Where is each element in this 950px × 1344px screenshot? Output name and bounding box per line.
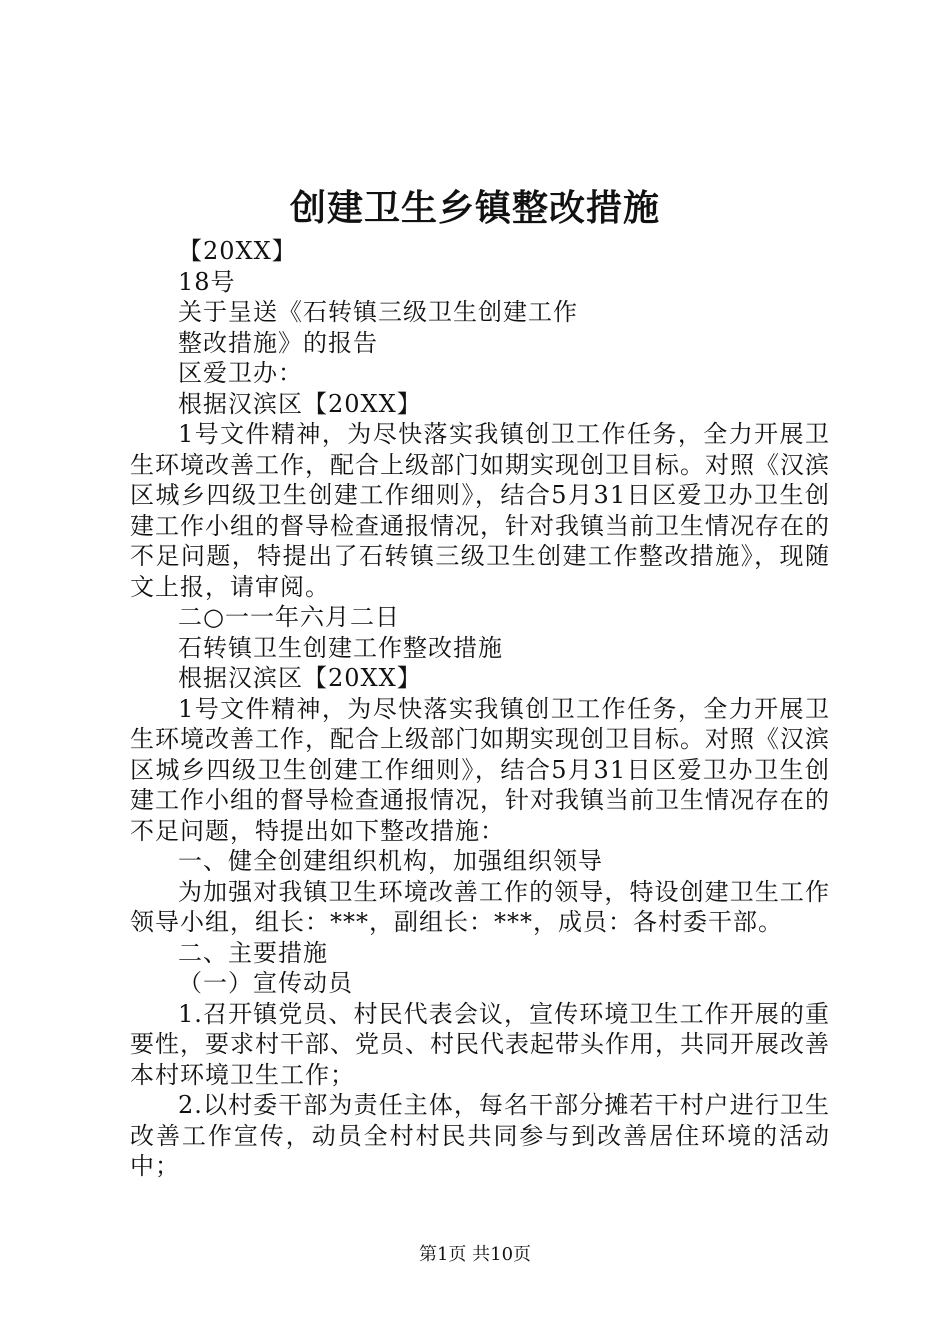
document-body [130, 236, 830, 1182]
paragraph-body-2: 1号文件精神，为尽快落实我镇创卫工作任务，全力开展卫生环境改善工作，配合上级部门如期实现创卫目标。对照《汉滨区城乡四级卫生创建工作细则》，结合5月31日区爱卫办卫生创建工作小组的督导检查通报情况，针对我镇当前卫生情况存在的不足问题，特提出如下整改措施： [130, 694, 830, 845]
paragraph-recipient: 区爱卫办： [178, 359, 303, 387]
paragraph-doc-number-suffix: 18号 [178, 267, 236, 296]
paragraph-leadership: 为加强对我镇卫生环境改善工作的领导，特设创建卫生工作领导小组，组长：***，副组长：***，成员：各村委干部。 [130, 877, 830, 936]
page-number-footer: 第1页 共10页 [418, 1244, 532, 1265]
paragraph-measure-2: 2.以村委干部为责任主体，每名干部分摊若干村户进行卫生改善工作宣传，动员全村村民共同参与到改善居住环境的活动中； [130, 1091, 830, 1180]
paragraph-measure-1: 1.召开镇党员、村民代表会议，宣传环境卫生工作开展的重要性，要求村干部、党员、村民代表起带头作用，共同开展改善本村环境卫生工作； [130, 999, 830, 1089]
paragraph-basis-1: 根据汉滨区【20XX】 [178, 389, 422, 418]
paragraph-doc-number: 【20XX】 [178, 237, 297, 265]
paragraph-subheading-1: （一）宣传动员 [178, 969, 353, 997]
paragraph-basis-2: 根据汉滨区【20XX】 [178, 664, 422, 692]
paragraph-subject-line-2: 整改措施》的报告 [178, 328, 378, 357]
paragraph-body-1: 1号文件精神，为尽快落实我镇创卫工作任务，全力开展卫生环境改善工作，配合上级部门如期实现创卫目标。对照《汉滨区城乡四级卫生创建工作细则》，结合5月31日区爱卫办卫生创建工作小组的督导检查通报情况，针对我镇当前卫生情况存在的不足问题，特提出了石转镇三级卫生创建工作整改措施》，现随文上报，请审阅。 [130, 420, 830, 601]
paragraph-heading-2: 二、主要措施 [178, 938, 328, 967]
paragraph-heading-1: 一、健全创建组织机构，加强组织领导 [178, 847, 603, 875]
document-title: 创建卫生乡镇整改措施 [289, 187, 660, 229]
paragraph-section-title: 石转镇卫生创建工作整改措施 [178, 633, 503, 662]
paragraph-subject-line-1: 关于呈送《石转镇三级卫生创建工作 [178, 298, 578, 326]
paragraph-date: 二○一一年六月二日 [178, 603, 400, 631]
